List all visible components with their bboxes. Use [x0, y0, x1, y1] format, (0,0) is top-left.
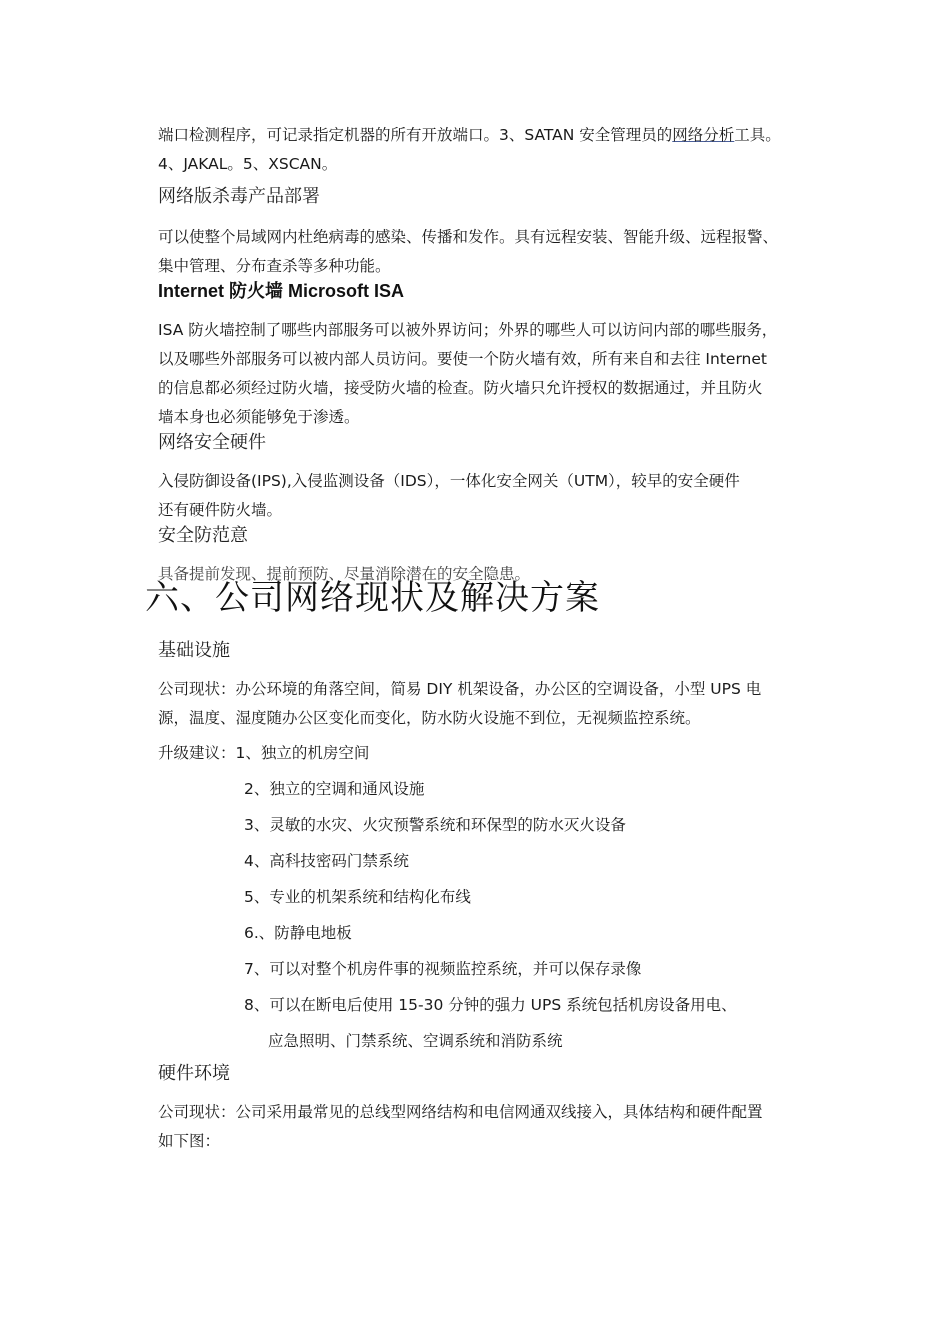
upgrade-item-2: 2、独立的空调和通风设施: [244, 780, 425, 798]
network-analysis-link[interactable]: 网络分析: [672, 126, 735, 144]
firewall-text-line-3: 的信息都必须经过防火墙，接受防火墙的检查。防火墙只允许授权的数据通过，并且防火: [158, 379, 763, 397]
heading-security-awareness: 安全防范意: [158, 525, 248, 546]
section-title: 六、公司网络现状及解决方案: [145, 578, 600, 618]
firewall-text-line-1: ISA 防火墙控制了哪些内部服务可以被外界访问；外界的哪些人可以访问内部的哪些服务，: [158, 321, 778, 339]
paragraph-tools-line-2: 4、JAKAL。5、XSCAN。: [158, 155, 338, 173]
paragraph-tools-line-1: 端口检测程序，可记录指定机器的所有开放端口。3、SATAN 安全管理员的网络分析工具。: [158, 126, 781, 144]
upgrade-item-8-continued: 应急照明、门禁系统、空调系统和消防系统: [268, 1032, 563, 1050]
heading-antivirus: 网络版杀毒产品部署: [158, 186, 320, 207]
heading-infrastructure: 基础设施: [158, 640, 230, 661]
upgrade-item-5: 5、专业的机架系统和结构化布线: [244, 888, 471, 906]
upgrade-item-7: 7、可以对整个机房件事的视频监控系统，并可以保存录像: [244, 960, 642, 978]
heading-security-hardware: 网络安全硬件: [158, 432, 266, 453]
upgrade-item-1: 升级建议：1、独立的机房空间: [158, 744, 370, 762]
hw-env-line-1: 公司现状：公司采用最常见的总线型网络结构和电信网通双线接入，具体结构和硬件配置: [158, 1103, 763, 1121]
heading-hardware-environment: 硬件环境: [158, 1063, 230, 1084]
hardware-text-line-1: 入侵防御设备(IPS),入侵监测设备（IDS），一体化安全网关（UTM），较早的安全硬件: [158, 472, 740, 490]
firewall-text-line-4: 墙本身也必须能够免于渗透。: [158, 408, 360, 426]
upgrade-item-8: 8、可以在断电后使用 15-30 分钟的强力 UPS 系统包括机房设备用电、: [244, 996, 737, 1014]
heading-firewall: Internet 防火墙 Microsoft ISA: [158, 281, 405, 301]
firewall-text-line-2: 以及哪些外部服务可以被内部人员访问。要使一个防火墙有效，所有来自和去往 Internet: [158, 350, 767, 368]
infra-status-line-2: 源，温度、湿度随办公区变化而变化，防水防火设施不到位，无视频监控系统。: [158, 709, 701, 727]
hardware-text-line-2: 还有硬件防火墙。: [158, 501, 283, 519]
upgrade-item-4: 4、高科技密码门禁系统: [244, 852, 409, 870]
upgrade-item-6: 6.、防静电地板: [244, 924, 352, 942]
antivirus-text-line-1: 可以使整个局域网内杜绝病毒的感染、传播和发作。具有远程安装、智能升级、远程报警、: [158, 228, 779, 246]
hw-env-line-2: 如下图：: [158, 1132, 221, 1150]
upgrade-item-3: 3、灵敏的水灾、火灾预警系统和环保型的防水灭火设备: [244, 816, 626, 834]
awareness-text: 具备提前发现、提前预防、尽量消除潜在的安全隐患。: [158, 565, 531, 583]
antivirus-text-line-2: 集中管理、分布查杀等多种功能。: [158, 257, 391, 275]
infra-status-line-1: 公司现状：办公环境的角落空间，简易 DIY 机架设备，办公区的空调设备，小型 UPS 电: [158, 680, 762, 698]
